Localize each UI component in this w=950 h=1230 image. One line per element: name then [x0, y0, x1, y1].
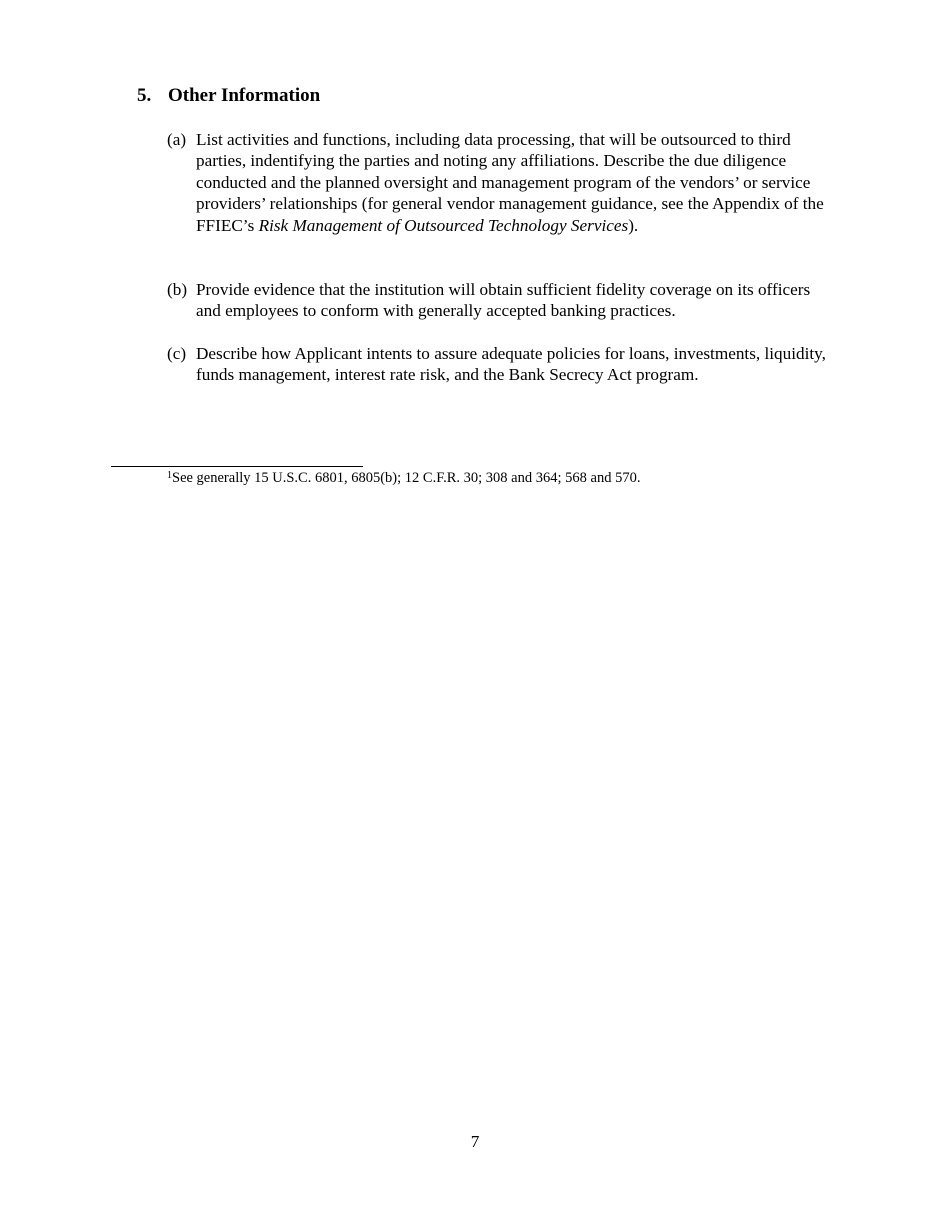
list-item-c	[167, 343, 827, 386]
section-heading	[137, 84, 320, 108]
list-item-text	[196, 129, 827, 236]
footnote-text: See generally 15 U.S.C. 6801, 6805(b); 12 C.F.R. 30; 308 and 364; 568 and 570.	[172, 470, 641, 486]
list-item-text: Describe how Applicant intents to assure adequate policies for loans, investments, liquidity, funds management, interest rate risk, and the Bank Secrecy Act program.	[196, 344, 826, 385]
footnote	[167, 469, 640, 487]
list-item-text: Provide evidence that the institution will obtain sufficient fidelity coverage on its officers and employees to conform with generally accepted banking practices.	[196, 280, 811, 321]
section-number: 5.	[137, 85, 152, 106]
footnote-separator	[111, 466, 363, 467]
list-item-b	[167, 279, 827, 322]
list-item-marker: (c)	[167, 344, 187, 363]
publication-title: Risk Management of Outsourced Technology Services	[258, 215, 629, 235]
list-item-marker: (b)	[167, 280, 188, 299]
list-item-a	[167, 129, 827, 236]
page-number: 7	[470, 1132, 480, 1151]
list-item-text-main: List activities and functions, including data processing, that will be outsourced to third parties, indentifying the parties and noting any affiliations. Describe the due diligence conducted and the planned oversight and management program of the vendors’ or service providers’ relationships (for general vendor management guidance, see the Appendix of the FFIEC’s	[196, 130, 824, 235]
list-item-marker: (a)	[167, 130, 187, 149]
list-item-text-end: ).	[628, 215, 639, 235]
section-title: Other Information	[168, 85, 321, 106]
footnote-marker: 1	[167, 470, 172, 481]
